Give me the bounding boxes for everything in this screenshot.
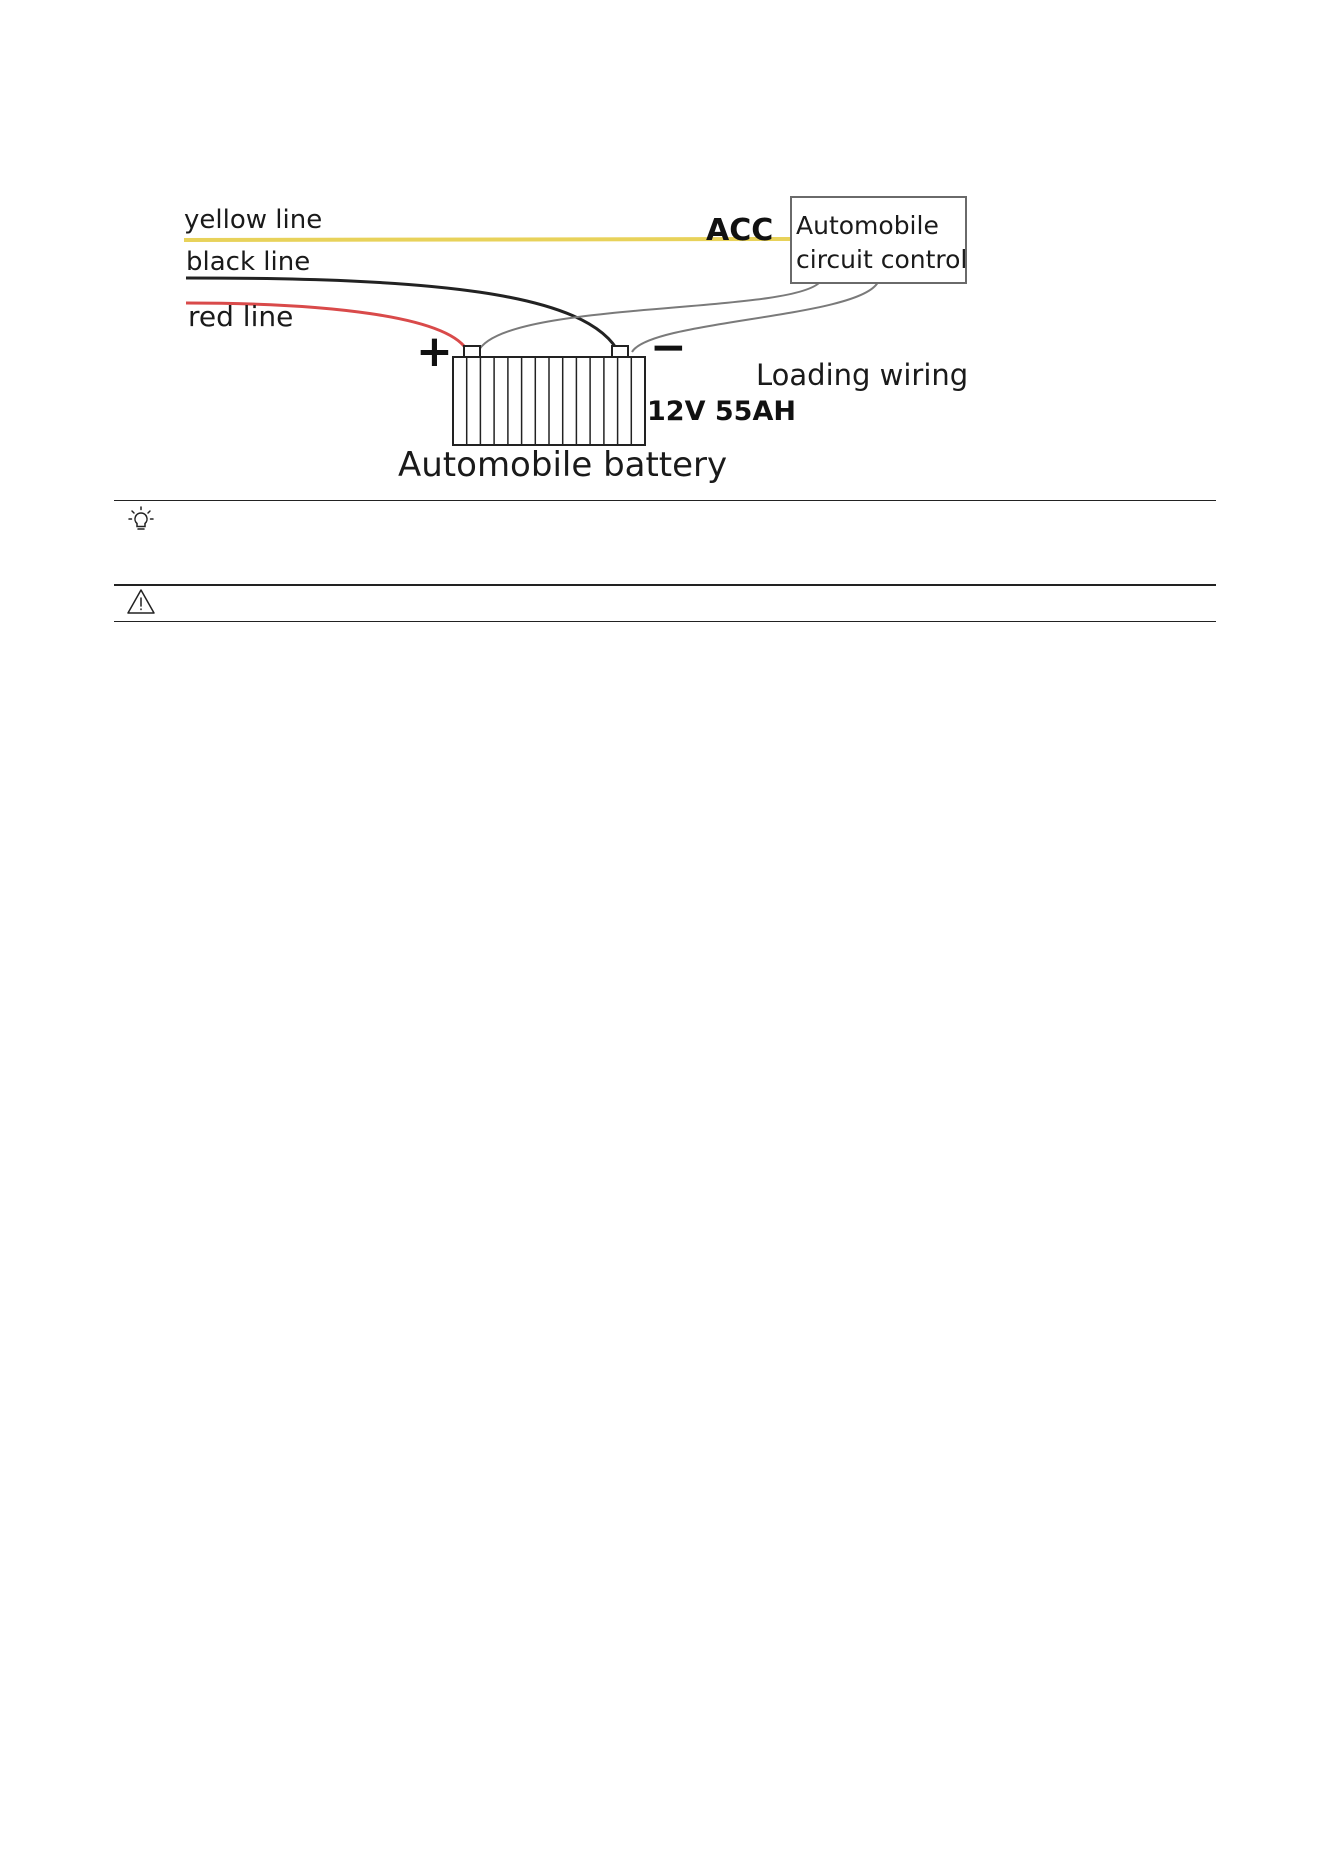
- wiring-diagram: [0, 0, 1324, 500]
- lightbulb-icon: [126, 505, 156, 535]
- black-line-label: black line: [186, 247, 311, 277]
- control-box-line2: circuit control: [796, 245, 968, 274]
- warning-triangle-icon: [126, 587, 156, 617]
- battery-rating-label: 12V 55AH: [647, 396, 796, 427]
- tip-notice: [114, 500, 1216, 586]
- yellow-line-label: yellow line: [184, 205, 323, 235]
- yellow-wire: [184, 239, 790, 240]
- battery-caption: Automobile battery: [398, 445, 728, 485]
- warning-notice: [114, 584, 1216, 622]
- positive-terminal: [464, 346, 480, 357]
- plus-label: +: [416, 326, 453, 377]
- red-line-label: red line: [188, 300, 294, 333]
- loading-wiring-label: Loading wiring: [756, 358, 969, 392]
- acc-label: ACC: [706, 213, 774, 248]
- control-box-line1: Automobile: [796, 211, 939, 240]
- minus-label: −: [650, 322, 687, 373]
- negative-terminal: [612, 346, 628, 357]
